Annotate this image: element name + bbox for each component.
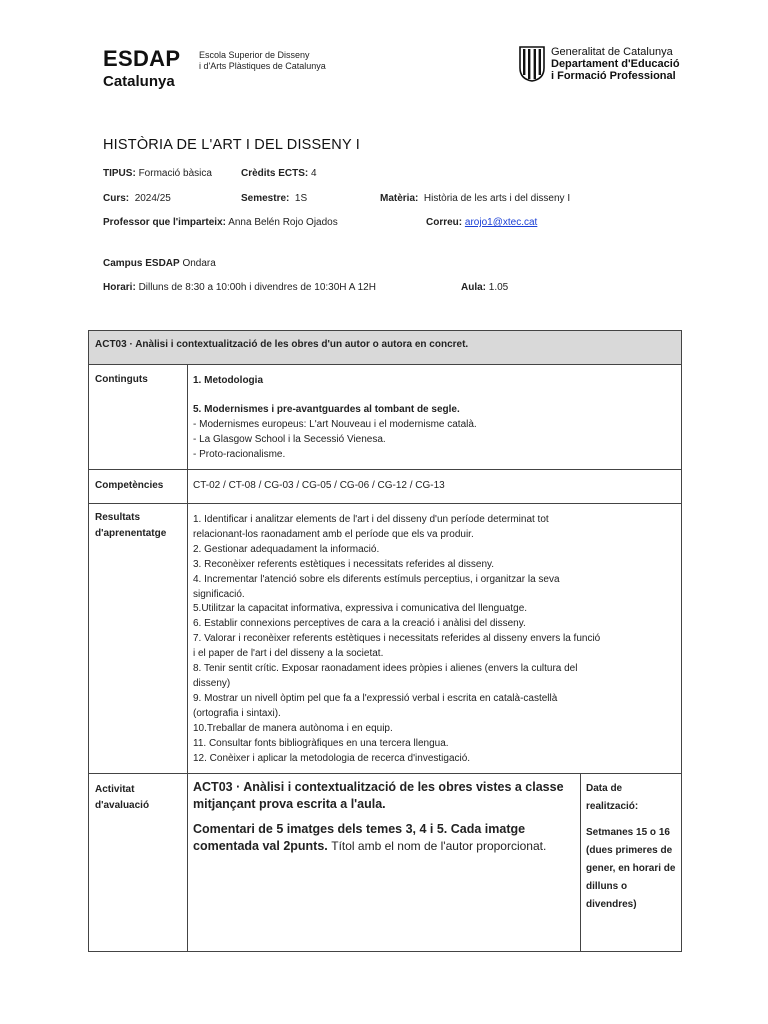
list-item: 12. Conèixer i aplicar la metodologia de recerca d'investigació. xyxy=(193,752,471,764)
curs-label: Curs: xyxy=(103,193,130,204)
activitat-content xyxy=(188,774,581,952)
list-item: i el paper de l'art i del disseny a la societat. xyxy=(193,648,384,660)
list-item: disseny) xyxy=(193,677,231,689)
generalitat-line-2: Departament d'Educació xyxy=(551,58,680,70)
esdap-logo-subtitle xyxy=(199,50,326,72)
activitat-description-bold: Comentari de 5 imatges dels temes 3, 4 i 5. Cada imatge comentada val 2punts. xyxy=(193,822,526,854)
activitat-label-line-2: d'avaluació xyxy=(95,800,150,812)
horari-label: Horari: xyxy=(103,282,136,293)
resultats-content xyxy=(188,504,682,774)
document-title: HISTÒRIA DE L'ART I DEL DISSENY I xyxy=(103,137,361,153)
table-header-row xyxy=(89,331,682,365)
data-label-line-1: Data de xyxy=(586,783,623,795)
activitat-label xyxy=(89,774,188,952)
activitat-label-line-1: Activitat xyxy=(95,784,135,796)
list-item: 5.Utilitzar la capacitat informativa, expressiva i comunicativa del llenguatge. xyxy=(193,603,528,615)
professor-value: Anna Belén Rojo Ojados xyxy=(228,217,338,228)
email-link[interactable]: arojo1@xtec.cat xyxy=(464,217,538,228)
data-realitzacio-cell xyxy=(581,774,682,952)
horari-field xyxy=(103,281,376,294)
activitat-description-note: Títol amb el nom de l'autor proporcionat. xyxy=(331,839,547,854)
esdap-logo-region: Catalunya xyxy=(103,73,175,90)
senyera-emblem-icon xyxy=(519,46,545,82)
competencies-value: CT-02 / CT-08 / CG-03 / CG-05 / CG-06 / CG-12 / CG-13 xyxy=(188,470,682,504)
list-item: - Proto-racionalisme. xyxy=(193,449,286,460)
professor-field xyxy=(103,216,338,229)
materia-field xyxy=(380,192,570,205)
generalitat-line-1: Generalitat de Catalunya xyxy=(551,46,673,58)
semestre-field xyxy=(241,192,307,205)
continguts-label: Continguts xyxy=(89,365,188,470)
correu-label: Correu: xyxy=(426,217,463,228)
tipus-label: TIPUS: xyxy=(103,168,136,179)
list-item: 2. Gestionar adequadament la informació. xyxy=(193,543,380,555)
resultats-label-line-2: d'aprenentatge xyxy=(95,528,167,539)
activitat-row xyxy=(89,774,682,952)
list-item: - La Glasgow School i la Secessió Vienesa. xyxy=(193,434,386,445)
list-item: 1. Identificar i analitzar elements de l'art i del disseny d'un període determinat tot xyxy=(193,514,549,525)
competencies-label: Competències xyxy=(89,470,188,504)
activity-table xyxy=(88,330,682,952)
list-item: 10.Treballar de manera autònoma i en equip. xyxy=(193,722,393,734)
continguts-heading-2: 5. Modernismes i pre-avantguardes al tombant de segle. xyxy=(193,404,460,415)
semestre-value: 1S xyxy=(294,193,308,204)
competencies-row xyxy=(89,470,682,504)
aula-value: 1.05 xyxy=(488,282,509,293)
list-item: 3. Reconèixer referents estètiques i necessitats referides al disseny. xyxy=(193,558,495,570)
curs-value: 2024/25 xyxy=(134,193,171,204)
resultats-label xyxy=(89,504,188,774)
credits-label: Crèdits ECTS: xyxy=(241,168,309,179)
generalitat-line-3: i Formació Professional xyxy=(551,70,676,82)
continguts-row xyxy=(89,365,682,470)
campus-field xyxy=(103,257,216,270)
list-item: - Modernismes europeus: L'art Nouveau i el modernisme català. xyxy=(193,419,477,430)
materia-label: Matèria: xyxy=(380,193,419,204)
list-item: 7. Valorar i reconèixer referents estètiques i necessitats referides al disseny envers la funció xyxy=(193,633,601,645)
semestre-label: Semestre: xyxy=(241,193,290,204)
correu-field xyxy=(426,216,537,229)
aula-field xyxy=(461,281,508,294)
list-item: 11. Consultar fonts bibliogràfiques en una tercera llengua. xyxy=(193,737,449,749)
resultats-row xyxy=(89,504,682,774)
list-item: 4. Incrementar l'atenció sobre els diferents estímuls perceptius, i organitzar la seva xyxy=(193,573,560,585)
esdap-subtitle-line-2: i d'Arts Plàstiques de Catalunya xyxy=(199,61,326,71)
list-item: 8. Tenir sentit crític. Exposar raonadament idees pròpies i alienes (envers la cultura del xyxy=(193,663,578,675)
list-item: 6. Establir connexions perceptives de cara a la creació i anàlisi del disseny. xyxy=(193,618,526,630)
continguts-content xyxy=(188,365,682,470)
continguts-heading-1: 1. Metodologia xyxy=(193,375,263,386)
tipus-field xyxy=(103,167,212,180)
resultats-label-line-1: Resultats xyxy=(95,512,141,523)
tipus-value: Formació bàsica xyxy=(138,168,212,179)
activitat-title: ACT03 · Anàlisi i contextualització de les obres vistes a classe mitjançant prova escrita a l'aula. xyxy=(193,780,564,812)
list-item: significació. xyxy=(193,588,245,600)
materia-value: Història de les arts i del disseny I xyxy=(423,193,571,204)
esdap-subtitle-line-1: Escola Superior de Disseny xyxy=(199,50,310,60)
activitat-description xyxy=(193,821,575,855)
data-realitzacio-value: Setmanes 15 o 16 (dues primeres de gener, en horari de dilluns o divendres) xyxy=(586,827,676,911)
aula-label: Aula: xyxy=(461,282,486,293)
list-item: (ortografia i sintaxi). xyxy=(193,707,281,719)
professor-label: Professor que l'imparteix: xyxy=(103,217,226,228)
list-item: relacionant-los raonadament amb el període que els va produir. xyxy=(193,528,474,540)
list-item: 9. Mostrar un nivell òptim pel que fa a l'expressió verbal i escrita en català-castellà xyxy=(193,692,558,704)
credits-value: 4 xyxy=(311,168,317,179)
credits-field xyxy=(241,167,317,180)
generalitat-logo-text xyxy=(551,46,680,82)
activity-header: ACT03 · Anàlisi i contextualització de les obres d'un autor o autora en concret. xyxy=(89,331,682,365)
horari-value: Dilluns de 8:30 a 10:00h i divendres de 10:30H A 12H xyxy=(138,282,376,293)
campus-label: Campus ESDAP xyxy=(103,258,180,269)
esdap-logo-word: ESDAP xyxy=(103,46,181,71)
curs-field xyxy=(103,192,171,205)
data-label-line-2: realització: xyxy=(586,801,639,813)
campus-value: Ondara xyxy=(182,258,216,269)
